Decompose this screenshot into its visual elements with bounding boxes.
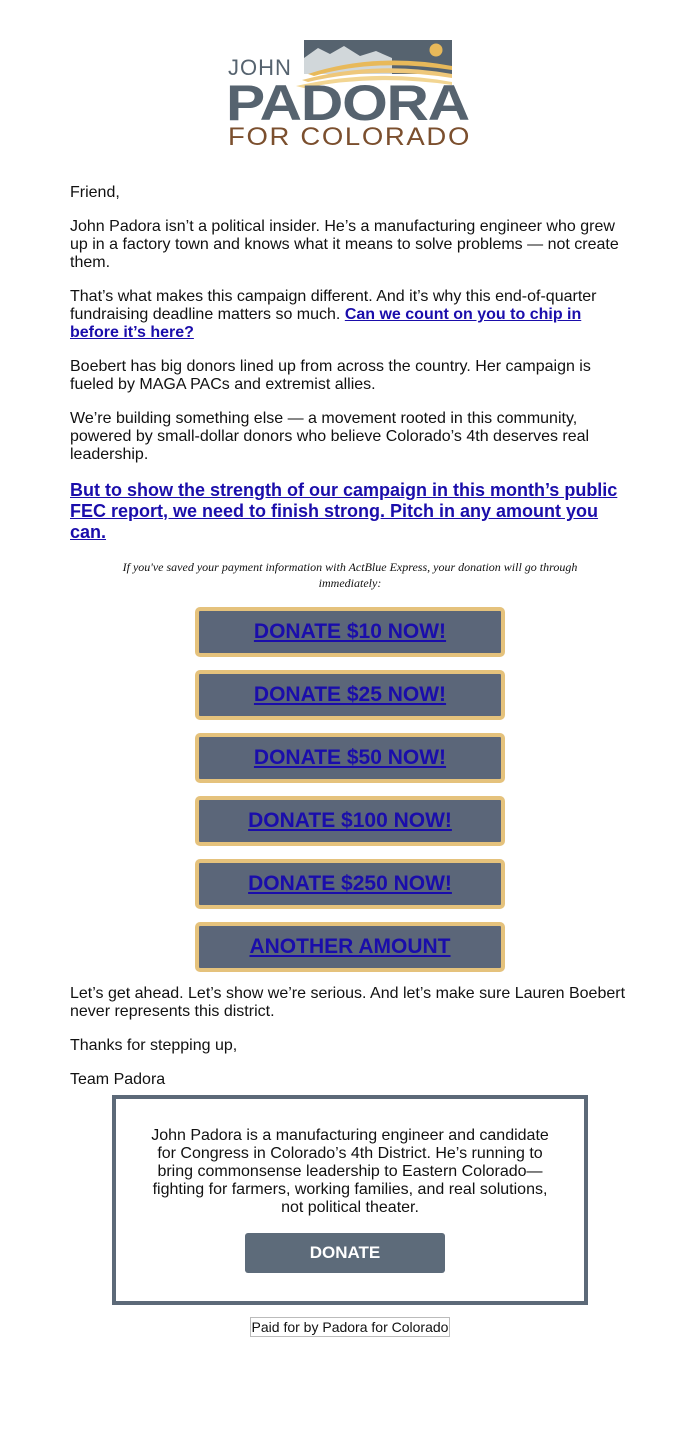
bio-text: John Padora is a manufacturing engineer and candidate for Congress in Colorado’s 4th District. He’s running to bring commonsense leadership to Eastern Colorado—fighting for farmers, working families, and real solutions, not political theater. bbox=[151, 1127, 549, 1216]
donate-10-button[interactable]: DONATE $10 NOW! bbox=[195, 607, 505, 657]
donate-25-button[interactable]: DONATE $25 NOW! bbox=[195, 670, 505, 720]
fec-report-link[interactable]: But to show the strength of our campaign in this month’s public FEC report, we need to finish strong. Pitch in any amount you can. bbox=[70, 480, 618, 542]
donate-100-button[interactable]: DONATE $100 NOW! bbox=[195, 796, 505, 846]
chip-in-link[interactable]: Can we count on you to chip in before it’s here? bbox=[70, 306, 582, 341]
logo-for-colorado: FOR COLORADO bbox=[228, 123, 471, 150]
logo-sun bbox=[430, 44, 443, 57]
logo-padora: PADORA bbox=[226, 75, 469, 131]
paragraph-get-ahead: Let’s get ahead. Let’s show we’re serious. And let’s make sure Lauren Boebert never represents this district. bbox=[70, 985, 626, 1020]
actblue-note: If you've saved your payment information with ActBlue Express, your donation will go through immediately: bbox=[122, 560, 578, 590]
logo-graphic bbox=[226, 38, 474, 150]
bio-box bbox=[112, 1095, 588, 1305]
paragraph-deadline bbox=[70, 288, 630, 342]
donate-button-group bbox=[195, 607, 505, 972]
greeting: Friend, bbox=[70, 184, 120, 201]
paragraph-insider: John Padora isn’t a political insider. He’s a manufacturing engineer who grew up in a factory town and knows what it means to solve problems — not create them. bbox=[70, 218, 619, 271]
paragraph-movement: We’re building something else — a movement rooted in this community, powered by small-dollar donors who believe Colorado’s 4th deserves real leadership. bbox=[70, 410, 590, 463]
signoff-line-1: Thanks for stepping up, bbox=[70, 1037, 238, 1054]
fec-report-paragraph bbox=[70, 480, 630, 543]
email-body bbox=[70, 184, 630, 1105]
donate-50-button[interactable]: DONATE $50 NOW! bbox=[195, 733, 505, 783]
campaign-logo bbox=[226, 38, 474, 150]
another-amount-button[interactable]: ANOTHER AMOUNT bbox=[195, 922, 505, 972]
paragraph-deadline-text: That’s what makes this campaign different. And it’s why this end-of-quarter fundraising deadline matters so much. bbox=[70, 288, 597, 323]
paragraph-boebert: Boebert has big donors lined up from across the country. Her campaign is fueled by MAGA PACs and extremist allies. bbox=[70, 358, 591, 393]
paid-for-disclaimer: Paid for by Padora for Colorado bbox=[251, 1319, 449, 1335]
bio-donate-button[interactable]: DONATE bbox=[245, 1233, 445, 1273]
signoff-line-2: Team Padora bbox=[70, 1071, 166, 1088]
donate-250-button[interactable]: DONATE $250 NOW! bbox=[195, 859, 505, 909]
logo-john: JOHN bbox=[228, 55, 292, 80]
